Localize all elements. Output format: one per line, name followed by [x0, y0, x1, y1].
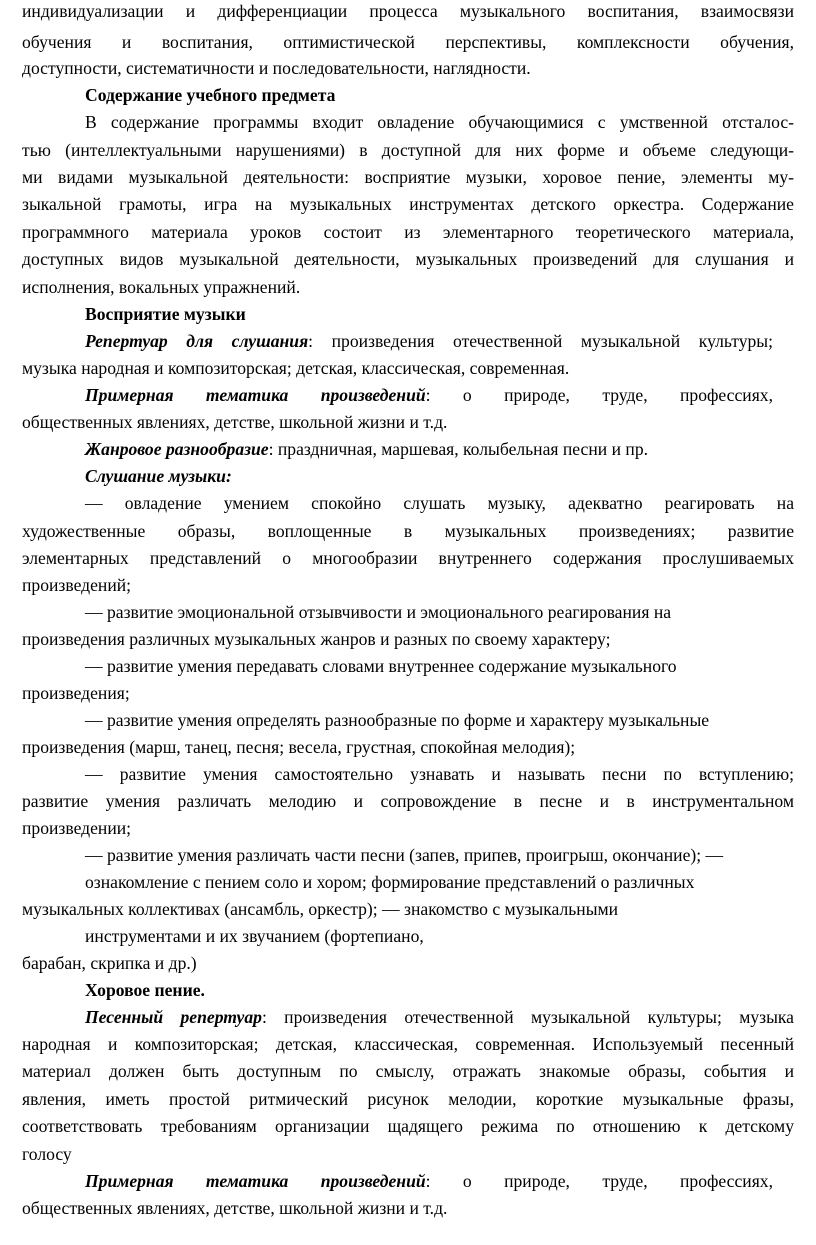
body-text: произведения различных музыкальных жанров и разных по своему характеру; [22, 629, 611, 649]
body-text: : произведения отечественной музыкальной культуры; музыка [261, 1007, 794, 1027]
text-line [85, 330, 773, 352]
body-text: произведения (марш, танец, песня; весела, грустная, спокойная мелодия); [22, 737, 576, 757]
text-line [22, 276, 300, 298]
body-text: тью (интеллектуальными нарушениями) в доступной для них форме и объеме следующи- [22, 140, 794, 160]
text-line [85, 844, 723, 866]
body-text: материал должен быть доступным по смыслу, отражать знакомые образы, события и [22, 1061, 794, 1081]
text-line [22, 898, 618, 920]
text-line [22, 817, 131, 839]
body-text: произведений; [22, 575, 132, 595]
emphasis-text: Восприятие музыки [85, 304, 246, 324]
text-line [22, 628, 611, 650]
body-text: элементарных представлений о многообразии внутреннего содержания прослушиваемых [22, 548, 794, 568]
body-text: развитие умения различать мелодию и сопровождение в песне и в инструментальном [22, 791, 794, 811]
emphasis-text: Примерная тематика произведений [85, 1171, 426, 1191]
body-text: соответствовать требованиям организации щадящего режима по отношению к детскому [22, 1116, 794, 1136]
body-text: — овладение умением спокойно слушать музыку, адекватно реагировать на [85, 493, 794, 513]
body-text: — развитие умения различать части песни (запев, припев, проигрыш, окончание); — [85, 845, 724, 865]
body-text: зыкальной грамоты, игра на музыкальных инструментах детского оркестра. Содержание [22, 194, 794, 214]
body-text: обучения и воспитания, оптимистической перспективы, комплексности обучения, [22, 32, 794, 52]
body-text: : о природе, труде, профессиях, [425, 385, 773, 405]
text-line [22, 139, 794, 161]
text-line [22, 31, 794, 53]
text-line [22, 57, 531, 79]
text-line [85, 111, 794, 133]
text-line [85, 303, 246, 325]
text-line [22, 193, 794, 215]
body-text: — развитие умения определять разнообразные по форме и характеру музыкальные [85, 710, 710, 730]
body-text: народная и композиторская; детская, классическая, современная. Используемый песенный [22, 1034, 794, 1054]
body-text: : произведения отечественной музыкальной культуры; [308, 331, 773, 351]
emphasis-text: Песенный репертуар [85, 1007, 262, 1027]
body-text: музыкальных коллективах (ансамбль, оркестр); — знакомство с музыкальными [22, 899, 619, 919]
text-line [22, 1060, 794, 1082]
text-line [22, 221, 794, 243]
emphasis-text: Жанровое разнообразие [85, 439, 269, 459]
body-text: общественных явлениях, детстве, школьной жизни и т.д. [22, 412, 448, 432]
text-line [22, 166, 794, 188]
body-text: общественных явлениях, детстве, школьной жизни и т.д. [22, 1198, 448, 1218]
text-line [22, 682, 130, 704]
text-line [22, 790, 794, 812]
text-line [22, 574, 131, 596]
text-line [85, 384, 773, 406]
text-line [22, 952, 197, 974]
emphasis-text: Слушание музыки: [85, 466, 232, 486]
text-line [22, 547, 794, 569]
body-text: художественные образы, воплощенные в музыкальных произведениях; развитие [22, 521, 794, 541]
text-line [85, 465, 232, 487]
emphasis-text: Репертуар для слушания [85, 331, 309, 351]
text-line [22, 1115, 794, 1137]
text-line [22, 1033, 794, 1055]
text-line [85, 709, 709, 731]
text-line [85, 979, 205, 1001]
text-line [85, 871, 694, 893]
text-line [22, 1143, 72, 1165]
text-line [22, 0, 794, 22]
body-text: ми видами музыкальной деятельности: восприятие музыки, хоровое пение, элементы му- [22, 167, 794, 187]
text-line [22, 411, 447, 433]
body-text: голосу [22, 1144, 72, 1164]
text-line [85, 763, 794, 785]
text-line [85, 925, 424, 947]
body-text: — развитие умения самостоятельно узнавать и называть песни по вступлению; [85, 764, 794, 784]
body-text: произведении; [22, 818, 132, 838]
text-line [22, 736, 575, 758]
body-text: барабан, скрипка и др.) [22, 953, 197, 973]
text-line [22, 520, 794, 542]
emphasis-text: Хоровое пение. [85, 980, 205, 1000]
body-text: В содержание программы входит овладение обучающимися с умственной отсталос- [85, 112, 794, 132]
body-text: программного материала уроков состоит из элементарного теоретического материала, [22, 222, 794, 242]
text-line [22, 248, 794, 270]
text-line [85, 655, 677, 677]
emphasis-text: Содержание учебного предмета [85, 85, 336, 105]
body-text: инструментами и их звучанием (фортепиано, [85, 926, 424, 946]
body-text: ознакомление с пением соло и хором; формирование представлений о различных [85, 872, 695, 892]
body-text: явления, иметь простой ритмический рисунок мелодии, короткие музыкальные фразы, [22, 1089, 794, 1109]
text-line [85, 1006, 794, 1028]
text-line [85, 84, 335, 106]
text-line [85, 601, 671, 623]
body-text: индивидуализации и дифференциации процесса музыкального воспитания, взаимосвязи [22, 1, 794, 21]
body-text: произведения; [22, 683, 130, 703]
body-text: — развитие эмоциональной отзывчивости и эмоционального реагирования на [85, 602, 672, 622]
body-text: : о природе, труде, профессиях, [425, 1171, 773, 1191]
text-line [22, 357, 569, 379]
body-text: доступности, систематичности и последовательности, наглядности. [22, 58, 531, 78]
body-text: — развитие умения передавать словами внутреннее содержание музыкального [85, 656, 677, 676]
body-text: : праздничная, маршевая, колыбельная песни и пр. [268, 439, 649, 459]
text-line [85, 438, 648, 460]
text-line [22, 1197, 447, 1219]
text-line [22, 1088, 794, 1110]
text-line [85, 1170, 773, 1192]
body-text: доступных видов музыкальной деятельности, музыкальных произведений для слушания и [22, 249, 794, 269]
body-text: исполнения, вокальных упражнений. [22, 277, 301, 297]
emphasis-text: Примерная тематика произведений [85, 385, 426, 405]
text-line [85, 492, 794, 514]
body-text: музыка народная и композиторская; детская, классическая, современная. [22, 358, 570, 378]
